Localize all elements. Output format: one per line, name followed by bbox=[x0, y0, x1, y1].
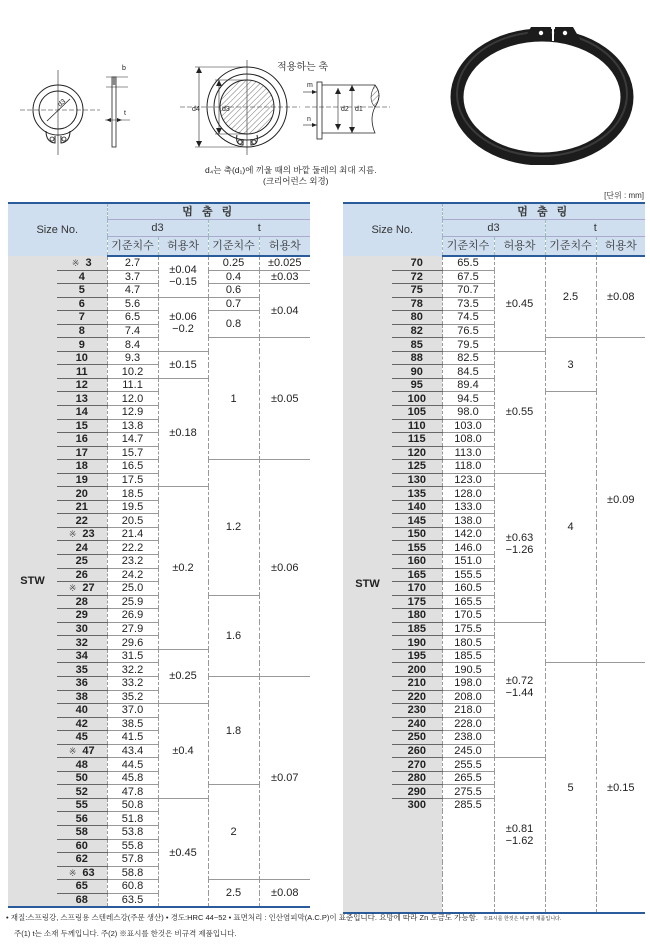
d3-base-cell: 218.0 bbox=[442, 704, 494, 718]
t-base-cell: 1.2 bbox=[208, 460, 259, 595]
d4-label: d4 bbox=[192, 106, 200, 113]
t-base-cell: 0.25 bbox=[208, 256, 259, 270]
size-cell: 18 bbox=[57, 460, 107, 474]
d3-tol-cell: ±0.81 −1.62 bbox=[494, 758, 545, 913]
shaft-label: 적용하는 축 bbox=[277, 62, 329, 73]
nonstandard-mark: ※ bbox=[68, 529, 77, 540]
diagram-note-1: d₄는 축(d₁)에 끼울 때의 바깥 둘레의 최대 지름. bbox=[205, 165, 377, 175]
size-cell bbox=[392, 862, 442, 875]
d2-label: d2 bbox=[341, 106, 349, 113]
d3-base-cell: 20.5 bbox=[107, 514, 158, 528]
size-cell: 10 bbox=[57, 351, 107, 365]
size-cell: 110 bbox=[392, 419, 442, 433]
size-cell: 270 bbox=[392, 758, 442, 772]
d3-base-cell: 74.5 bbox=[442, 311, 494, 325]
d3-tol-cell: ±0.45 bbox=[158, 798, 208, 907]
d3-base-cell: 44.5 bbox=[107, 758, 158, 772]
size-cell: 78 bbox=[392, 297, 442, 311]
size-cell: 68 bbox=[57, 893, 107, 907]
size-cell: 28 bbox=[57, 595, 107, 609]
d3-base-cell: 82.5 bbox=[442, 351, 494, 365]
d3-base-cell: 89.4 bbox=[442, 378, 494, 392]
d3-base-cell: 43.4 bbox=[107, 744, 158, 758]
table-row bbox=[8, 256, 310, 270]
size-cell: 11 bbox=[57, 365, 107, 379]
size-cell: 95 bbox=[392, 378, 442, 392]
size-cell bbox=[392, 899, 442, 913]
size-cell: 75 bbox=[392, 284, 442, 298]
left-spec-table bbox=[8, 202, 310, 908]
d3-base-cell: 41.5 bbox=[107, 731, 158, 745]
d3-base-cell: 118.0 bbox=[442, 460, 494, 474]
d3-base-cell: 16.5 bbox=[107, 460, 158, 474]
d3-tol-cell: ±0.63 −1.26 bbox=[494, 473, 545, 622]
size-cell: ※ 63 bbox=[57, 866, 107, 880]
size-cell: 180 bbox=[392, 609, 442, 623]
retaining-ring-header: 멈 춤 링 bbox=[107, 203, 310, 220]
footer-line-1 bbox=[6, 912, 561, 923]
d1-label: d1 bbox=[355, 106, 363, 113]
d3-base-cell: 65.5 bbox=[442, 256, 494, 270]
size-cell: 195 bbox=[392, 649, 442, 663]
d3-base-cell: 32.2 bbox=[107, 663, 158, 677]
d3-base-cell: 245.0 bbox=[442, 744, 494, 758]
size-cell: 14 bbox=[57, 406, 107, 420]
series-label: STW bbox=[343, 256, 392, 913]
size-cell: 12 bbox=[57, 378, 107, 392]
size-cell: 88 bbox=[392, 351, 442, 365]
size-cell bbox=[392, 824, 442, 837]
size-cell: 38 bbox=[57, 690, 107, 704]
d3-base-cell: 11.1 bbox=[107, 378, 158, 392]
d3-tol-cell: ±0.45 bbox=[494, 256, 545, 351]
size-cell: 160 bbox=[392, 555, 442, 569]
d3-base-cell: 14.7 bbox=[107, 433, 158, 447]
t-base-cell: 2 bbox=[208, 785, 259, 880]
d3-base-cell: 265.5 bbox=[442, 771, 494, 785]
t-tol-cell: ±0.07 bbox=[259, 676, 310, 879]
d3-base-cell: 27.9 bbox=[107, 622, 158, 636]
size-cell: 125 bbox=[392, 460, 442, 474]
size-cell: 29 bbox=[57, 609, 107, 623]
size-cell bbox=[392, 887, 442, 900]
d3-base-cell: 10.2 bbox=[107, 365, 158, 379]
d3-tol-cell: ±0.18 bbox=[158, 378, 208, 486]
size-cell bbox=[392, 837, 442, 850]
d3-base-cell: 228.0 bbox=[442, 717, 494, 731]
size-cell: ※ 3 bbox=[57, 256, 107, 270]
footer-line-2: 주(1) t는 소재 두께입니다. 주(2) ※표시를 한것은 비규격 제품입니다. bbox=[14, 929, 237, 938]
t-base-cell: 0.4 bbox=[208, 270, 259, 284]
size-cell: 13 bbox=[57, 392, 107, 406]
d3-tol-cell: ±0.72 −1.44 bbox=[494, 622, 545, 757]
size-cell: 80 bbox=[392, 311, 442, 325]
d3-base-cell: 198.0 bbox=[442, 676, 494, 690]
d3-tol-cell: ±0.4 bbox=[158, 704, 208, 799]
size-cell: 36 bbox=[57, 676, 107, 690]
t-base-cell: 3 bbox=[545, 338, 596, 392]
d3-base-cell: 76.5 bbox=[442, 324, 494, 338]
d3-tol-cell: ±0.15 bbox=[158, 351, 208, 378]
size-cell: 220 bbox=[392, 690, 442, 704]
d3-base-cell: 165.5 bbox=[442, 595, 494, 609]
d3-base-cell: 160.5 bbox=[442, 582, 494, 596]
retaining-ring-header: 멈 춤 링 bbox=[442, 203, 645, 220]
d3-base-cell: 13.8 bbox=[107, 419, 158, 433]
size-no-header: Size No. bbox=[343, 203, 442, 256]
diagram-note-2: (크리어런스 외경) bbox=[263, 176, 329, 186]
size-cell: 48 bbox=[57, 758, 107, 772]
size-cell: 300 bbox=[392, 798, 442, 811]
t-header: t bbox=[545, 220, 645, 237]
size-cell: ※ 27 bbox=[57, 582, 107, 596]
d3-base-cell: 37.0 bbox=[107, 704, 158, 718]
d3-base-cell: 12.9 bbox=[107, 406, 158, 420]
nonstandard-mark: ※ bbox=[68, 745, 77, 756]
t-tol-cell: ±0.05 bbox=[259, 338, 310, 460]
d3-base-cell: 53.8 bbox=[107, 825, 158, 839]
d3-base-cell: 128.0 bbox=[442, 487, 494, 501]
t-label: t bbox=[124, 110, 126, 117]
d3-base-cell: 67.5 bbox=[442, 270, 494, 284]
size-cell: 34 bbox=[57, 649, 107, 663]
d3-base-cell: 94.5 bbox=[442, 392, 494, 406]
size-cell: 120 bbox=[392, 446, 442, 460]
d3-base-cell: 5.6 bbox=[107, 297, 158, 311]
size-cell: 21 bbox=[57, 500, 107, 514]
size-cell: 170 bbox=[392, 582, 442, 596]
d3-base-cell bbox=[442, 862, 494, 875]
t-base-cell: 1.8 bbox=[208, 676, 259, 784]
d3-base-cell: 25.9 bbox=[107, 595, 158, 609]
size-cell: 24 bbox=[57, 541, 107, 555]
d3-base-cell: 35.2 bbox=[107, 690, 158, 704]
size-cell: 145 bbox=[392, 514, 442, 528]
d3-base-cell: 175.5 bbox=[442, 622, 494, 636]
d3-base-cell: 12.0 bbox=[107, 392, 158, 406]
size-cell: 70 bbox=[392, 256, 442, 270]
d3-base-cell: 133.0 bbox=[442, 500, 494, 514]
t-base-cell: 1 bbox=[208, 338, 259, 460]
d3-tol-cell: ±0.2 bbox=[158, 487, 208, 650]
size-cell: 32 bbox=[57, 636, 107, 650]
d3-base-cell: 155.5 bbox=[442, 568, 494, 582]
d3-tol-cell: ±0.25 bbox=[158, 649, 208, 703]
footer-material-note: • 재질:스프링강, 스프링용 스텐레스강(주문 생산) • 경도:HRC 44~52 • 표면처리 : 인산염피막(A.C.P)이 표준입니다. 요망에 따라 Zn 도금도 가능함. bbox=[6, 913, 478, 922]
size-cell: 240 bbox=[392, 717, 442, 731]
d3-base-cell: 123.0 bbox=[442, 473, 494, 487]
t-tol-cell: ±0.03 bbox=[259, 270, 310, 284]
size-cell: 15 bbox=[57, 419, 107, 433]
size-cell: 210 bbox=[392, 676, 442, 690]
d3-base-cell: 190.5 bbox=[442, 663, 494, 677]
d3-base-cell: 31.5 bbox=[107, 649, 158, 663]
d3-base-cell: 73.5 bbox=[442, 297, 494, 311]
d3-base-cell: 8.4 bbox=[107, 338, 158, 352]
size-cell: 72 bbox=[392, 270, 442, 284]
t-tol-cell: ±0.08 bbox=[596, 256, 645, 338]
d3-fit-label: d3 bbox=[222, 106, 230, 113]
b-label: b bbox=[122, 65, 126, 72]
d3-base-cell: 138.0 bbox=[442, 514, 494, 528]
size-cell: 250 bbox=[392, 731, 442, 745]
size-cell: 8 bbox=[57, 324, 107, 338]
d3-base-cell: 84.5 bbox=[442, 365, 494, 379]
size-cell: 42 bbox=[57, 717, 107, 731]
size-cell: 35 bbox=[57, 663, 107, 677]
size-cell: 45 bbox=[57, 731, 107, 745]
t-base-cell: 1.6 bbox=[208, 595, 259, 676]
d3-header: d3 bbox=[442, 220, 545, 237]
size-cell: 26 bbox=[57, 568, 107, 582]
series-label: STW bbox=[8, 256, 57, 907]
d3-base-cell: 25.0 bbox=[107, 582, 158, 596]
d3-base-cell: 108.0 bbox=[442, 433, 494, 447]
d3-base-cell bbox=[442, 811, 494, 824]
d3-base-cell: 70.7 bbox=[442, 284, 494, 298]
size-cell: 6 bbox=[57, 297, 107, 311]
size-cell: 82 bbox=[392, 324, 442, 338]
table-row bbox=[343, 256, 645, 270]
t-tol-cell: ±0.08 bbox=[259, 880, 310, 908]
size-cell: 85 bbox=[392, 338, 442, 352]
size-cell: 62 bbox=[57, 853, 107, 867]
size-cell: 55 bbox=[57, 798, 107, 812]
size-cell: 150 bbox=[392, 527, 442, 541]
size-cell: 190 bbox=[392, 636, 442, 650]
size-cell: 105 bbox=[392, 406, 442, 420]
size-cell: ※ 23 bbox=[57, 527, 107, 541]
t-base-cell: 2.5 bbox=[545, 256, 596, 338]
d3-base-cell: 6.5 bbox=[107, 311, 158, 325]
d3-base-cell: 17.5 bbox=[107, 473, 158, 487]
d3-base-cell: 180.5 bbox=[442, 636, 494, 650]
ring-photo bbox=[445, 15, 640, 165]
d3-base-cell: 33.2 bbox=[107, 676, 158, 690]
d3-base-cell: 19.5 bbox=[107, 500, 158, 514]
d3-base-header: 기준치수 bbox=[442, 237, 494, 257]
t-tol-header: 허용차 bbox=[596, 237, 645, 257]
t-base-header: 기준치수 bbox=[208, 237, 259, 257]
d3-base-cell: 3.7 bbox=[107, 270, 158, 284]
footer-small-note: ※표시를 한것은 비규격 제품입니다. bbox=[483, 916, 562, 922]
t-base-cell: 0.6 bbox=[208, 284, 259, 298]
d3-base-cell: 58.8 bbox=[107, 866, 158, 880]
nonstandard-mark: ※ bbox=[71, 257, 80, 268]
size-cell: 200 bbox=[392, 663, 442, 677]
size-cell: 115 bbox=[392, 433, 442, 447]
d3-base-cell: 63.5 bbox=[107, 893, 158, 907]
t-base-cell: 5 bbox=[545, 663, 596, 913]
d3-base-cell: 38.5 bbox=[107, 717, 158, 731]
d3-base-cell: 15.7 bbox=[107, 446, 158, 460]
d3-base-header: 기준치수 bbox=[107, 237, 158, 257]
right-spec-table bbox=[343, 202, 645, 914]
d3-base-cell: 275.5 bbox=[442, 785, 494, 799]
size-cell bbox=[392, 874, 442, 887]
d3-base-cell: 113.0 bbox=[442, 446, 494, 460]
size-cell: 56 bbox=[57, 812, 107, 826]
d3-base-cell: 22.2 bbox=[107, 541, 158, 555]
size-cell: 52 bbox=[57, 785, 107, 799]
d3-base-cell bbox=[442, 824, 494, 837]
d3-base-cell: 57.8 bbox=[107, 853, 158, 867]
t-tol-cell: ±0.025 bbox=[259, 256, 310, 270]
d3-base-cell bbox=[442, 849, 494, 862]
unit-label: [단위 : mm] bbox=[604, 191, 644, 200]
d3-tol-header: 허용차 bbox=[158, 237, 208, 257]
d3-base-cell: 79.5 bbox=[442, 338, 494, 352]
d3-base-cell bbox=[442, 837, 494, 850]
d3-base-cell: 18.5 bbox=[107, 487, 158, 501]
m-label: m bbox=[307, 82, 313, 89]
size-cell: 40 bbox=[57, 704, 107, 718]
size-cell: 155 bbox=[392, 541, 442, 555]
size-cell: 185 bbox=[392, 622, 442, 636]
nonstandard-mark: ※ bbox=[68, 583, 77, 594]
size-cell bbox=[392, 811, 442, 824]
size-cell: 140 bbox=[392, 500, 442, 514]
d3-base-cell: 285.5 bbox=[442, 798, 494, 811]
size-cell: ※ 47 bbox=[57, 744, 107, 758]
t-base-header: 기준치수 bbox=[545, 237, 596, 257]
size-cell: 16 bbox=[57, 433, 107, 447]
d3-base-cell: 146.0 bbox=[442, 541, 494, 555]
d3-tol-header: 허용차 bbox=[494, 237, 545, 257]
d3-base-cell: 238.0 bbox=[442, 731, 494, 745]
t-base-cell: 4 bbox=[545, 392, 596, 663]
size-cell: 230 bbox=[392, 704, 442, 718]
size-cell: 7 bbox=[57, 311, 107, 325]
size-cell: 135 bbox=[392, 487, 442, 501]
t-header: t bbox=[208, 220, 310, 237]
size-cell: 65 bbox=[57, 880, 107, 894]
size-cell: 17 bbox=[57, 446, 107, 460]
size-cell: 22 bbox=[57, 514, 107, 528]
t-tol-cell: ±0.06 bbox=[259, 460, 310, 677]
t-base-cell: 0.8 bbox=[208, 311, 259, 338]
size-no-header: Size No. bbox=[8, 203, 107, 256]
d3-base-cell: 55.8 bbox=[107, 839, 158, 853]
size-cell: 130 bbox=[392, 473, 442, 487]
t-tol-header: 허용차 bbox=[259, 237, 310, 257]
size-cell: 5 bbox=[57, 284, 107, 298]
n-label: n bbox=[307, 116, 311, 123]
size-cell: 90 bbox=[392, 365, 442, 379]
d3-base-cell bbox=[442, 899, 494, 913]
size-cell: 20 bbox=[57, 487, 107, 501]
d3-tol-cell: ±0.55 bbox=[494, 351, 545, 473]
ring-diagram bbox=[10, 55, 135, 165]
d3-base-cell: 103.0 bbox=[442, 419, 494, 433]
d3-base-cell: 50.8 bbox=[107, 798, 158, 812]
size-cell: 280 bbox=[392, 771, 442, 785]
d3-base-cell: 24.2 bbox=[107, 568, 158, 582]
d3-base-cell: 47.8 bbox=[107, 785, 158, 799]
d3-label: d3 bbox=[56, 98, 68, 109]
d3-tol-cell: ±0.06 −0.2 bbox=[158, 297, 208, 351]
size-cell: 165 bbox=[392, 568, 442, 582]
d3-base-cell: 208.0 bbox=[442, 690, 494, 704]
d3-base-cell: 51.8 bbox=[107, 812, 158, 826]
size-cell: 30 bbox=[57, 622, 107, 636]
d3-header: d3 bbox=[107, 220, 208, 237]
d3-base-cell: 142.0 bbox=[442, 527, 494, 541]
size-cell bbox=[392, 849, 442, 862]
t-base-cell: 0.7 bbox=[208, 297, 259, 311]
t-tol-cell: ±0.09 bbox=[596, 338, 645, 663]
size-cell: 58 bbox=[57, 825, 107, 839]
d3-base-cell: 98.0 bbox=[442, 406, 494, 420]
size-cell: 9 bbox=[57, 338, 107, 352]
d3-base-cell: 60.8 bbox=[107, 880, 158, 894]
size-cell: 100 bbox=[392, 392, 442, 406]
d3-base-cell bbox=[442, 874, 494, 887]
d3-base-cell bbox=[442, 887, 494, 900]
t-tol-cell: ±0.04 bbox=[259, 284, 310, 338]
d3-base-cell: 26.9 bbox=[107, 609, 158, 623]
size-cell: 4 bbox=[57, 270, 107, 284]
d3-tol-cell: ±0.04 −0.15 bbox=[158, 256, 208, 297]
d3-base-cell: 9.3 bbox=[107, 351, 158, 365]
d3-base-cell: 255.5 bbox=[442, 758, 494, 772]
d3-base-cell: 7.4 bbox=[107, 324, 158, 338]
d3-base-cell: 21.4 bbox=[107, 527, 158, 541]
size-cell: 260 bbox=[392, 744, 442, 758]
size-cell: 175 bbox=[392, 595, 442, 609]
size-cell: 19 bbox=[57, 473, 107, 487]
size-cell: 25 bbox=[57, 555, 107, 569]
d3-base-cell: 45.8 bbox=[107, 771, 158, 785]
d3-base-cell: 170.5 bbox=[442, 609, 494, 623]
size-cell: 60 bbox=[57, 839, 107, 853]
d3-base-cell: 151.0 bbox=[442, 555, 494, 569]
d3-base-cell: 23.2 bbox=[107, 555, 158, 569]
d3-base-cell: 2.7 bbox=[107, 256, 158, 270]
nonstandard-mark: ※ bbox=[68, 867, 77, 878]
d3-base-cell: 29.6 bbox=[107, 636, 158, 650]
d3-base-cell: 185.5 bbox=[442, 649, 494, 663]
size-cell: 50 bbox=[57, 771, 107, 785]
t-base-cell: 2.5 bbox=[208, 880, 259, 908]
t-tol-cell: ±0.15 bbox=[596, 663, 645, 913]
size-cell: 290 bbox=[392, 785, 442, 799]
d3-base-cell: 4.7 bbox=[107, 284, 158, 298]
